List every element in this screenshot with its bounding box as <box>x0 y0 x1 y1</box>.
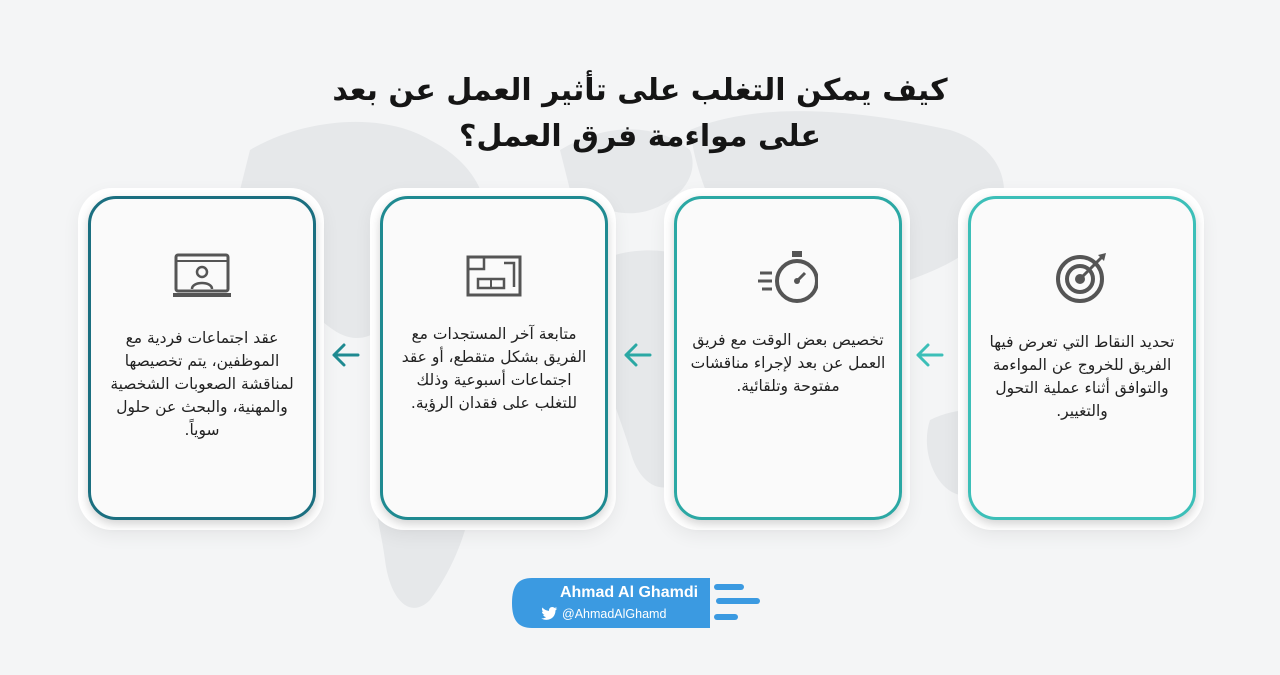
page-title <box>240 68 1040 160</box>
step-card-3-frame <box>380 196 608 520</box>
author-name: Ahmad Al Ghamdi <box>559 584 699 601</box>
step-card-4-text: عقد اجتماعات فردية مع الموظفين، يتم تخصيصها لمناقشة الصعوبات الشخصية والمهنية، والبحث عن حلول سوياً. <box>110 329 294 439</box>
video-meeting-icon <box>172 247 232 307</box>
author-handle: @AhmadAlGhamd <box>562 607 667 621</box>
author-badge <box>510 576 770 630</box>
title-line-2: على مواءمة فرق العمل؟ <box>458 119 822 154</box>
arrow-left-icon <box>622 340 652 370</box>
step-card-2-text: تخصيص بعض الوقت مع فريق العمل عن بعد لإجراء مناقشات مفتوحة وتلقائية. <box>690 331 886 395</box>
blueprint-icon <box>464 247 524 307</box>
title-line-1: كيف يمكن التغلب على تأثير العمل عن بعد <box>332 73 948 108</box>
step-card-4 <box>78 188 324 530</box>
step-card-1-text: تحديد النقاط التي تعرض فيها الفريق للخروج عن المواءمة والتوافق أثناء عملية التحول والتغيير. <box>989 333 1175 420</box>
arrow-left-icon <box>914 340 944 370</box>
stopwatch-icon <box>758 247 818 307</box>
arrow-left-icon <box>330 340 360 370</box>
step-card-1-frame <box>968 196 1196 520</box>
target-icon <box>1052 247 1112 307</box>
step-card-2 <box>664 188 910 530</box>
step-card-3 <box>370 188 616 530</box>
twitter-icon <box>540 606 558 622</box>
step-card-4-frame <box>88 196 316 520</box>
step-card-3-text: متابعة آخر المستجدات مع الفريق بشكل متقطع، أو عقد اجتماعات أسبوعية وذلك للتغلب على فقدان الرؤية. <box>401 325 587 412</box>
step-card-2-frame <box>674 196 902 520</box>
step-card-1 <box>958 188 1204 530</box>
